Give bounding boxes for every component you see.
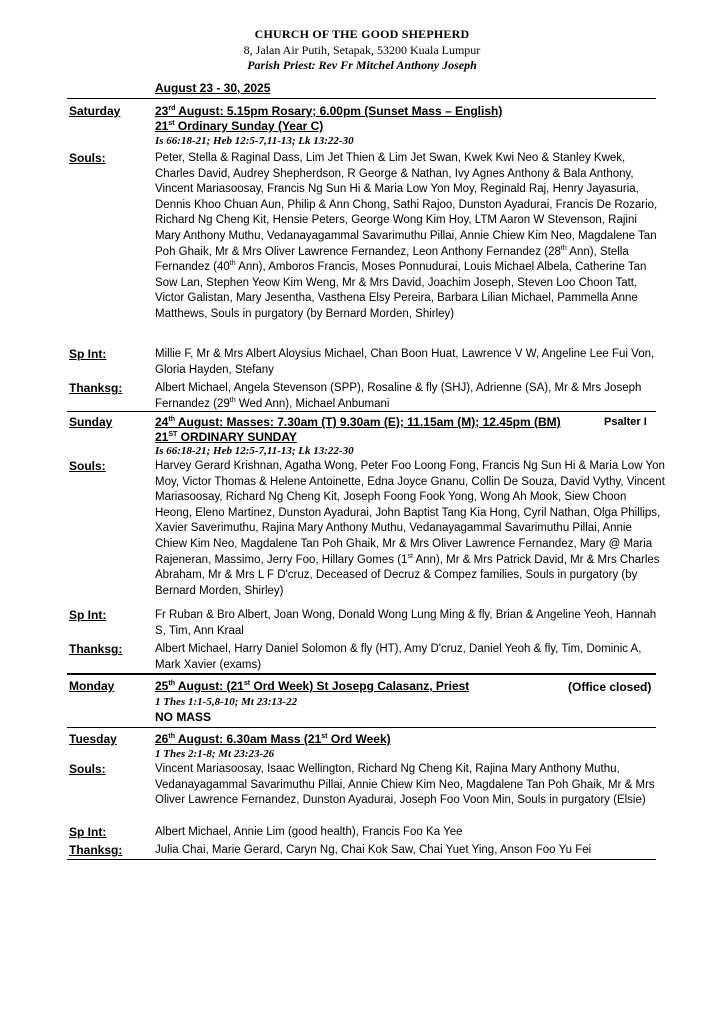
tuesday-souls-label: Souls: [69,762,106,776]
sunday-thanks: Albert Michael, Harry Daniel Solomon & fly (HT), Amy D'cruz, Daniel Yeoh & fly, Tim, Dominic A, Mark Xavier (exams) [155,643,642,671]
divider [67,98,656,99]
tuesday-readings: 1 Thes 2:1-8; Mt 23:23-26 [155,748,275,760]
monday-no-mass: NO MASS [155,710,212,724]
tuesday-spint: Albert Michael, Annie Lim (good health), Francis Foo Ka Yee [155,826,463,838]
sunday-readings: Is 66:18-21; Heb 12:5-7,11-13; Lk 13:22-30 [155,445,354,457]
tuesday-event: 26th August: 6.30am Mass (21st Ord Week) [155,732,391,746]
tuesday-souls: Vincent Mariasoosay, Isaac Wellington, Richard Ng Cheng Kit, Rajina Mary Anthony Muthu, Vedanayagammal Savarimuthu Pillai, Annie Chiew Kim Neo, Magdalene Tan Poh Ghaik, Mr & Mrs Oliver Lawrence Fernandez, Dunston Ayadurai, Joseph Foo Voon Min, Souls in purgatory (Elsie) [155,763,655,807]
sunday-spint-label: Sp Int: [69,608,107,622]
divider [67,859,656,860]
saturday-thanks-label: Thanksg: [69,381,123,395]
tuesday-thanks: Julia Chai, Marie Gerard, Caryn Ng, Chai Kok Saw, Chai Yuet Ying, Anson Foo Yu Fei [155,844,592,856]
sunday-psalter: Psalter I [604,416,647,428]
saturday-souls: Peter, Stella & Raginal Dass, Lim Jet Thien & Lim Jet Swan, Kwek Kwi Neo & Stanley Kwek, Charles David, Audrey Shepherdson, R George & Nathan, Ivy Agnes Anthony & Bala Anthony, Vincent Mariasoosay, Francis Ng Sun Hi & Maria Low Yon Moy, Reginald Raj, Henry Jayasuria, Dennis Khoo Chuan Aun, Philip & Ann Chong, Sathi Rajoo, Dunston Ayadurai, Francis De Rozario, Richard Ng Cheng Kit, Hensie Peters, George Wong Kim Hoy, LTM Aaron W Stevenson, Rajini Mary Anthony Muthu, Vedanayagammal Savarimuthu Pillai, Annie Chiew Kim Neo, Magdalene Tan Poh Ghaik, Mr & Mrs Oliver Lawrence Fernandez, Leon Anthony Fernandez (28th Ann), Stella Fernandez (40th Ann), Amboros Francis, Moses Ponnudurai, Louis Michael Albela, Catherine Tan Sow Lan, Stephen Yeow Kim Weng, Mr & Mrs David, Joachim Joseph, Steven Loo Choon Tatt, Victor Galistan, Mary Jesentha, Vasthena Elsy Pereira, Barbara Lilian Michael, Pammella Anne Matthews, Souls in purgatory (by Bernard Morden, Shirley) [155,152,658,320]
saturday-day-label: Saturday [69,104,121,118]
sunday-spint: Fr Ruban & Bro Albert, Joan Wong, Donald Wong Lung Ming & fly, Brian & Angeline Yeoh, Hannah S, Tim, Ann Kraal [155,609,657,637]
monday-readings: 1 Thes 1:1-5,8-10; Mt 23:13-22 [155,696,298,708]
saturday-thanks: Albert Michael, Angela Stevenson (SPP), Rosaline & fly (SHJ), Adrienne (SA), Mr & Mrs Joseph Fernandez (29th Wed Ann), Michael Anbumani [155,382,642,410]
saturday-souls-label: Souls: [69,151,106,165]
church-address: 8, Jalan Air Putih, Setapak, 53200 Kuala Lumpur [243,43,481,57]
monday-day-label: Monday [69,679,115,693]
monday-note: (Office closed) [568,680,652,694]
divider [67,673,656,675]
sunday-occasion: 21ST ORDINARY SUNDAY [155,430,297,444]
saturday-spint-label: Sp Int: [69,347,107,361]
sunday-event: 24th August: Masses: 7.30am (T) 9.30am (E); 11.15am (M); 12.45pm (BM) [155,415,561,429]
saturday-readings: Is 66:18-21; Heb 12:5-7,11-13; Lk 13:22-30 [155,135,354,147]
church-name: CHURCH OF THE GOOD SHEPHERD [254,27,470,41]
sunday-souls-label: Souls: [69,459,106,473]
sunday-day-label: Sunday [69,415,113,429]
parish-priest: Parish Priest: Rev Fr Mitchel Anthony Joseph [247,58,477,72]
saturday-spint: Millie F, Mr & Mrs Albert Aloysius Michael, Chan Boon Huat, Lawrence V W, Angeline Lee Fui Von, Gloria Hayden, Stefany [155,348,655,376]
tuesday-spint-label: Sp Int: [69,825,107,839]
divider [67,411,656,412]
sunday-souls: Harvey Gerard Krishnan, Agatha Wong, Peter Foo Loong Fong, Francis Ng Sun Hi & Maria Low Yon Moy, Victor Thomas & Helene Antoinette, Edna Joyce Gnanu, Collin De Souza, David Vythy, Vincent Mariasoosay, Richard Ng Cheng Kit, Joseph Foong Fook Yong, Wong Ah Mook, Siew Choon Heong, Eleno Martinez, Dunston Ayadurai, John Baptist Tang Kia Hong, Cyril Nathan, Olga Phillips, Xavier Saverimuthu, Rajina Mary Anthony Muthu, Vedanayagammal Savarimuthu Pillai, Annie Chiew Kim Neo, Magdalene Tan Poh Ghaik, Mr & Mrs Oliver Lawrence Fernandez, Mary @ Maria Rajeneran, Massimo, Jerry Foo, Hillary Gomes (1st Ann), Mr & Mrs Patrick David, Mr & Mrs Charles Abraham, Mr & Mrs L F D'cruz, Deceased of Decruz & Compez families, Souls in purgatory (by Bernard Morden, Shirley) [155,460,665,597]
monday-event: 25th August: (21st Ord Week) St Josepg Calasanz, Priest [155,679,470,693]
saturday-occasion: 21st Ordinary Sunday (Year C) [155,119,324,133]
tuesday-day-label: Tuesday [69,732,117,746]
saturday-event: 23rd August: 5.15pm Rosary; 6.00pm (Sunset Mass – English) [155,104,503,118]
sunday-thanks-label: Thanksg: [69,642,123,656]
date-range: August 23 - 30, 2025 [155,81,271,95]
divider [67,727,656,728]
tuesday-thanks-label: Thanksg: [69,843,123,857]
